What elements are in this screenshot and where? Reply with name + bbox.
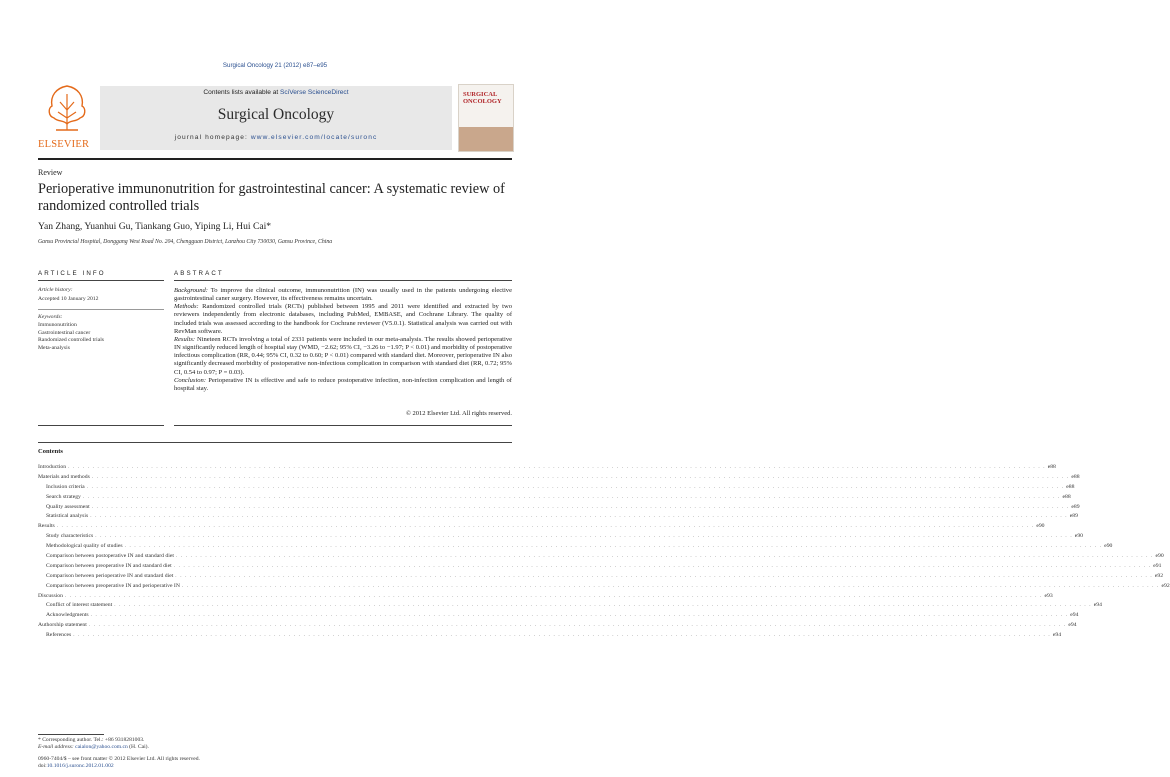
sciverse-link[interactable]: SciVerse ScienceDirect (280, 89, 349, 96)
journal-header-band (100, 86, 452, 150)
toc-dot-leader: . . . . . . . . . . . . . . . . . . . . . . . . . . . . . . . . . . . . . . . . . . . . . . . . . . . . . . . . . . . . . . . . . . . . . . . . . . . . . . . . . . . . . . . . . . . . . . . . . . . . . . . . . . . . . . . . . . . . . . . . . . . . . . . . . . . . . . . . . . . . . . . . . . . . . . . . . . . . . . . . . . . . . . . . . . . . . . . . . . . . . . . . . . . . . . . . . . . . . . . . (56, 524, 1035, 530)
journal-masthead (38, 80, 512, 150)
toc-entry-page: e94 (1052, 632, 1062, 639)
toc-dot-leader: . . . . . . . . . . . . . . . . . . . . . . . . . . . . . . . . . . . . . . . . . . . . . . . . . . . . . . . . . . . . . . . . . . . . . . . . . . . . . . . . . . . . . . . . . . . . . . . . . . . . . . . . . . . . . . . . . . . . . . . . . . . . . . . . . . . . . . . . . . . . . . . . . . . . . . . . . . . . . . . . . . . . . . . . . . . . . . . . . . . . . . . . . . . . . . . . . . . . . . . . (175, 554, 1154, 560)
toc-entry-label: References (46, 632, 72, 639)
article-info-divider (38, 280, 164, 281)
toc-entry[interactable] (38, 512, 1078, 522)
toc-entry-label: Comparison between preoperative IN and standard diet (46, 562, 172, 569)
toc-entry[interactable] (38, 503, 1080, 513)
contents-availability-line (100, 89, 452, 96)
toc-entry-page: e93 (1044, 592, 1053, 599)
toc-dot-leader: . . . . . . . . . . . . . . . . . . . . . . . . . . . . . . . . . . . . . . . . . . . . . . . . . . . . . . . . . . . . . . . . . . . . . . . . . . . . . . . . . . . . . . . . . . . . . . . . . . . . . . . . . . . . . . . . . . . . . . . . . . . . . . . . . . . . . . . . . . . . . . . . . . . . . . . . . . . . . . . . . . . . . . . . . . . . . . . . . . . . . . . . . . . . . . . . . . . . . . . . (68, 465, 1046, 470)
toc-dot-leader: . . . . . . . . . . . . . . . . . . . . . . . . . . . . . . . . . . . . . . . . . . . . . . . . . . . . . . . . . . . . . . . . . . . . . . . . . . . . . . . . . . . . . . . . . . . . . . . . . . . . . . . . . . . . . . . . . . . . . . . . . . . . . . . . . . . . . . . . . . . . . . . . . . . . . . . . . . . . . . . . . . . . . . . . . . . . . . . . . . . . . . . . . . . . . . . . . . . . . . . . (86, 484, 1065, 490)
article-type: Review (38, 168, 63, 177)
cover-image-strip (459, 127, 513, 151)
keyword: Immunonutrition (38, 322, 77, 328)
contents-divider (38, 442, 512, 443)
toc-dot-leader: . . . . . . . . . . . . . . . . . . . . . . . . . . . . . . . . . . . . . . . . . . . . . . . . . . . . . . . . . . . . . . . . . . . . . . . . . . . . . . . . . . . . . . . . . . . . . . . . . . . . . . . . . . . . . . . . . . . . . . . . . . . . . . . . . . . . . . . . . . . . . . . . . . . . . . . . . . . . . . . . . . . . . . . . . . . . . . . . . . . . . . . . . . . . . . . . . . . . . . . . (173, 563, 1152, 569)
abstract-results (174, 336, 512, 377)
results-label: Results: (174, 335, 196, 343)
toc-entry[interactable] (38, 582, 1170, 592)
cover-title: SURGICAL ONCOLOGY (463, 91, 502, 105)
journal-homepage-line (100, 134, 452, 141)
accepted-date: Accepted 10 January 2012 (38, 296, 99, 302)
toc-dot-leader: . . . . . . . . . . . . . . . . . . . . . . . . . . . . . . . . . . . . . . . . . . . . . . . . . . . . . . . . . . . . . . . . . . . . . . . . . . . . . . . . . . . . . . . . . . . . . . . . . . . . . . . . . . . . . . . . . . . . . . . . . . . . . . . . . . . . . . . . . . . . . . . . . . . . . . . . . . . . . . . . . . . . . . . . . . . . . . . . . . . . . . . . . . . . . . . . . . . . . . . . (64, 593, 1043, 599)
toc-entry-page: e92 (1154, 572, 1164, 579)
email-link[interactable]: caialon@yahoo.com.cn (75, 744, 128, 750)
toc-entry-label: Results (38, 523, 55, 530)
keyword: Meta-analysis (38, 344, 70, 351)
toc-entry[interactable] (38, 552, 1164, 562)
toc-dot-leader: . . . . . . . . . . . . . . . . . . . . . . . . . . . . . . . . . . . . . . . . . . . . . . . . . . . . . . . . . . . . . . . . . . . . . . . . . . . . . . . . . . . . . . . . . . . . . . . . . . . . . . . . . . . . . . . . . . . . . . . . . . . . . . . . . . . . . . . . . . . . . . . . . . . . . . . . . . . . . . . . . . . . . . . . . . . . . . . . . . . . . . . . . . . . . . . . . . . . . . . . (90, 613, 1069, 619)
elsevier-logo[interactable] (38, 80, 96, 150)
toc-dot-leader: . . . . . . . . . . . . . . . . . . . . . . . . . . . . . . . . . . . . . . . . . . . . . . . . . . . . . . . . . . . . . . . . . . . . . . . . . . . . . . . . . . . . . . . . . . . . . . . . . . . . . . . . . . . . . . . . . . . . . . . . . . . . . . . . . . . . . . . . . . . . . . . . . . . . . . . . . . . . . . . . . . . . . . . . . . . . . . . . . . . . . . . . . . . . . . . . . . . . . . . . (91, 474, 1070, 480)
author-affiliation: Gansu Provincial Hospital, Donggang West Road No. 204, Chengguan District, Lanzhou City 730030, Gansu Province, China (38, 239, 333, 245)
toc-entry-label: Discussion (38, 592, 63, 599)
doi-link[interactable]: 10.1016/j.suronc.2012.01.002 (46, 763, 114, 769)
toc-dot-leader: . . . . . . . . . . . . . . . . . . . . . . . . . . . . . . . . . . . . . . . . . . . . . . . . . . . . . . . . . . . . . . . . . . . . . . . . . . . . . . . . . . . . . . . . . . . . . . . . . . . . . . . . . . . . . . . . . . . . . . . . . . . . . . . . . . . . . . . . . . . . . . . . . . . . . . . . . . . . . . . . . . . . . . . . . . . . . . . . . . . . . . . . . . . . . . . . . . . . . . . . (114, 603, 1092, 609)
toc-entry-label: Methodological quality of studies (46, 543, 123, 550)
abstract-methods (174, 303, 512, 336)
toc-entry-page: e90 (1155, 553, 1164, 560)
toc-entry-page: e94 (1070, 612, 1079, 619)
toc-entry[interactable] (38, 601, 1102, 611)
toc-entry-label: Acknowledgments (46, 612, 89, 619)
keywords-label: Keywords: (38, 314, 63, 320)
toc-entry-page: e88 (1071, 473, 1080, 480)
footnote-divider (38, 734, 104, 735)
abstract-background (174, 287, 512, 303)
toc-entry-page: e90 (1074, 533, 1084, 540)
toc-entry[interactable] (38, 631, 1062, 641)
abstract-heading: ABSTRACT (174, 270, 224, 277)
toc-entry-label: Introduction (38, 464, 67, 470)
toc-entry-page: e92 (1161, 582, 1170, 589)
toc-entry-page: e91 (1153, 562, 1162, 569)
keywords-list (38, 322, 164, 352)
toc-entry-page: e88 (1047, 464, 1056, 470)
contents-prefix: Contents lists available at (203, 89, 281, 96)
email-suffix: (H. Cai). (127, 744, 149, 750)
background-label: Background: (174, 287, 208, 294)
toc-entry-label: Search strategy (46, 493, 81, 500)
doi-line (38, 763, 512, 770)
table-of-contents (38, 463, 1170, 641)
toc-entry[interactable] (38, 463, 1056, 473)
journal-title: Surgical Oncology (217, 106, 335, 123)
article-title: Perioperative immunonutrition for gastrointestinal cancer: A systematic review of randomized controlled trials (38, 181, 505, 214)
toc-dot-leader: . . . . . . . . . . . . . . . . . . . . . . . . . . . . . . . . . . . . . . . . . . . . . . . . . . . . . . . . . . . . . . . . . . . . . . . . . . . . . . . . . . . . . . . . . . . . . . . . . . . . . . . . . . . . . . . . . . . . . . . . . . . . . . . . . . . . . . . . . . . . . . . . . . . . . . . . . . . . . . . . . . . . . . . . . . . . . . . . . . . . . . . . . . . . . . . . . . . . . . . . (95, 534, 1073, 540)
toc-entry[interactable] (38, 483, 1075, 493)
methods-label: Methods: (174, 303, 199, 311)
toc-entry[interactable] (38, 473, 1080, 483)
methods-text: Randomized controlled trials (RCTs) published between 1995 and 2011 were identified and extracted by two reviewers independently from electronic databases, including PubMed, EMBASE, and Cochrane Library. The quality of included trials was assessed according to the handbook for Cochrane reviewer (V5.0.1). Statistical analysis was carried out with RevMan software. (174, 303, 512, 335)
keyword: Randomized controlled trials (38, 337, 105, 343)
homepage-prefix: journal homepage: (174, 134, 251, 141)
toc-entry[interactable] (38, 542, 1113, 552)
issn-line: 0960-7404/$ – see front matter © 2012 Elsevier Ltd. All rights reserved. (38, 756, 200, 762)
journal-reference[interactable]: Surgical Oncology 21 (2012) e87–e95 (222, 62, 328, 69)
toc-entry-label: Quality assessment (46, 503, 90, 510)
article-info-divider (38, 425, 164, 426)
toc-entry-label: Conflict of interest statement (46, 602, 113, 609)
author-list[interactable]: Yan Zhang, Yuanhui Gu, Tiankang Guo, Yiping Li, Hui Cai* (38, 221, 272, 232)
toc-entry-page: e90 (1104, 543, 1113, 550)
toc-entry-page: e88 (1062, 493, 1071, 500)
keyword: Gastrointestinal cancer (38, 329, 91, 336)
toc-dot-leader: . . . . . . . . . . . . . . . . . . . . . . . . . . . . . . . . . . . . . . . . . . . . . . . . . . . . . . . . . . . . . . . . . . . . . . . . . . . . . . . . . . . . . . . . . . . . . . . . . . . . . . . . . . . . . . . . . . . . . . . . . . . . . . . . . . . . . . . . . . . . . . . . . . . . . . . . . . . . . . . . . . . . . . . . . . . . . . . . . . . . . . . . . . . . . . . . . . . . . . . . (124, 544, 1103, 550)
toc-dot-leader: . . . . . . . . . . . . . . . . . . . . . . . . . . . . . . . . . . . . . . . . . . . . . . . . . . . . . . . . . . . . . . . . . . . . . . . . . . . . . . . . . . . . . . . . . . . . . . . . . . . . . . . . . . . . . . . . . . . . . . . . . . . . . . . . . . . . . . . . . . . . . . . . . . . . . . . . . . . . . . . . . . . . . . . . . . . . . . . . . . . . . . . . . . . . . . . . . . . . . . . . (73, 633, 1051, 639)
toc-entry-label: Study characteristics (46, 533, 94, 540)
toc-entry-page: e89 (1069, 513, 1078, 520)
toc-entry-page: e90 (1036, 523, 1045, 530)
corresponding-author-note: * Corresponding author. Tel.: +86 9318281003. (38, 737, 145, 743)
elsevier-tree-icon (38, 80, 96, 136)
article-history-label: Article history: (38, 287, 73, 293)
background-text: To improve the clinical outcome, immunonutrition (IN) was usually used in the patients undergoing elective gastrointestinal caner surgery. However, its effectiveness remains uncertain. (174, 287, 512, 303)
toc-dot-leader: . . . . . . . . . . . . . . . . . . . . . . . . . . . . . . . . . . . . . . . . . . . . . . . . . . . . . . . . . . . . . . . . . . . . . . . . . . . . . . . . . . . . . . . . . . . . . . . . . . . . . . . . . . . . . . . . . . . . . . . . . . . . . . . . . . . . . . . . . . . . . . . . . . . . . . . . . . . . . . . . . . . . . . . . . . . . . . . . . . . . . . . . . . . . . . . . . . . . . . . . (181, 583, 1160, 589)
toc-entry-label: Materials and methods (38, 473, 90, 480)
article-info-heading: ARTICLE INFO (38, 270, 106, 277)
toc-dot-leader: . . . . . . . . . . . . . . . . . . . . . . . . . . . . . . . . . . . . . . . . . . . . . . . . . . . . . . . . . . . . . . . . . . . . . . . . . . . . . . . . . . . . . . . . . . . . . . . . . . . . . . . . . . . . . . . . . . . . . . . . . . . . . . . . . . . . . . . . . . . . . . . . . . . . . . . . . . . . . . . . . . . . . . . . . . . . . . . . . . . . . . . . . . . . . . . . . . . . . . . . (90, 514, 1068, 520)
contents-heading: Contents (38, 448, 63, 455)
toc-entry-label: Comparison between perioperative IN and standard diet (46, 572, 174, 579)
journal-cover-image (458, 84, 514, 152)
toc-dot-leader: . . . . . . . . . . . . . . . . . . . . . . . . . . . . . . . . . . . . . . . . . . . . . . . . . . . . . . . . . . . . . . . . . . . . . . . . . . . . . . . . . . . . . . . . . . . . . . . . . . . . . . . . . . . . . . . . . . . . . . . . . . . . . . . . . . . . . . . . . . . . . . . . . . . . . . . . . . . . . . . . . . . . . . . . . . . . . . . . . . . . . . . . . . . . . . . . . . . . . . . . (91, 504, 1070, 510)
toc-entry[interactable] (38, 611, 1079, 621)
abstract-divider (174, 280, 512, 281)
doi-prefix: doi: (38, 763, 47, 769)
toc-dot-leader: . . . . . . . . . . . . . . . . . . . . . . . . . . . . . . . . . . . . . . . . . . . . . . . . . . . . . . . . . . . . . . . . . . . . . . . . . . . . . . . . . . . . . . . . . . . . . . . . . . . . . . . . . . . . . . . . . . . . . . . . . . . . . . . . . . . . . . . . . . . . . . . . . . . . . . . . . . . . . . . . . . . . . . . . . . . . . . . . . . . . . . . . . . . . . . . . . . . . . . . . (175, 573, 1153, 579)
toc-dot-leader: . . . . . . . . . . . . . . . . . . . . . . . . . . . . . . . . . . . . . . . . . . . . . . . . . . . . . . . . . . . . . . . . . . . . . . . . . . . . . . . . . . . . . . . . . . . . . . . . . . . . . . . . . . . . . . . . . . . . . . . . . . . . . . . . . . . . . . . . . . . . . . . . . . . . . . . . . . . . . . . . . . . . . . . . . . . . . . . . . . . . . . . . . . . . . . . . . . . . . . . . (82, 494, 1061, 500)
email-label: E-mail address: (38, 744, 74, 750)
toc-entry-label: Comparison between postoperative IN and standard diet (46, 553, 174, 560)
toc-entry[interactable] (38, 532, 1084, 542)
toc-entry[interactable] (38, 621, 1077, 631)
toc-entry[interactable] (38, 562, 1162, 572)
toc-entry-page: e94 (1068, 622, 1077, 629)
publisher-name: ELSEVIER (38, 139, 90, 150)
abstract-body (174, 287, 512, 393)
homepage-link[interactable]: www.elsevier.com/locate/suronc (250, 134, 378, 141)
toc-entry[interactable] (38, 493, 1071, 503)
toc-entry-page: e94 (1093, 602, 1102, 609)
article-info-divider (38, 309, 164, 310)
results-text: Nineteen RCTs involving a total of 2331 patients were included in our meta-analysis. The results showed perioperative IN significantly reduced length of hospital stay (WMD, −2.62; 95% CI, −3.26 to −1.97; P < 0.01) and morbidity of postoperative infectious complication (RR, 0.44; 95% CI, 0.32 to 0.60; P < 0.01) compared with standard diet. Moreover, perioperative IN also significantly decreased morbidity of postoperative non-infectious complication in comparison with standard diet (RR, 0.72; 95% CI, 0.54 to 0.97; P = 0.03). (174, 335, 512, 376)
toc-entry-label: Authorship statement (38, 622, 87, 629)
toc-entry[interactable] (38, 522, 1045, 532)
toc-entry-label: Inclusion criteria (46, 483, 85, 490)
toc-entry-page: e88 (1066, 483, 1075, 490)
toc-dot-leader: . . . . . . . . . . . . . . . . . . . . . . . . . . . . . . . . . . . . . . . . . . . . . . . . . . . . . . . . . . . . . . . . . . . . . . . . . . . . . . . . . . . . . . . . . . . . . . . . . . . . . . . . . . . . . . . . . . . . . . . . . . . . . . . . . . . . . . . . . . . . . . . . . . . . . . . . . . . . . . . . . . . . . . . . . . . . . . . . . . . . . . . . . . . . . . . . . . . . . . . . (88, 623, 1067, 629)
abstract-conclusion (174, 377, 512, 393)
toc-entry-page: e89 (1071, 503, 1080, 510)
toc-entry-label: Comparison between preoperative IN and perioperative IN (46, 582, 180, 589)
conclusion-label: Conclusion: (174, 376, 207, 384)
abstract-divider (174, 425, 512, 426)
toc-entry[interactable] (38, 572, 1164, 582)
footnote (38, 737, 512, 770)
email-line (38, 744, 512, 751)
toc-entry-label: Statistical analysis (46, 513, 89, 520)
masthead-divider (38, 158, 512, 160)
toc-entry[interactable] (38, 592, 1053, 602)
copyright-notice: © 2012 Elsevier Ltd. All rights reserved. (405, 410, 512, 417)
conclusion-text: Perioperative IN is effective and safe to reduce postoperative infection, non-infection complication and length of hospital stay. (174, 376, 512, 392)
